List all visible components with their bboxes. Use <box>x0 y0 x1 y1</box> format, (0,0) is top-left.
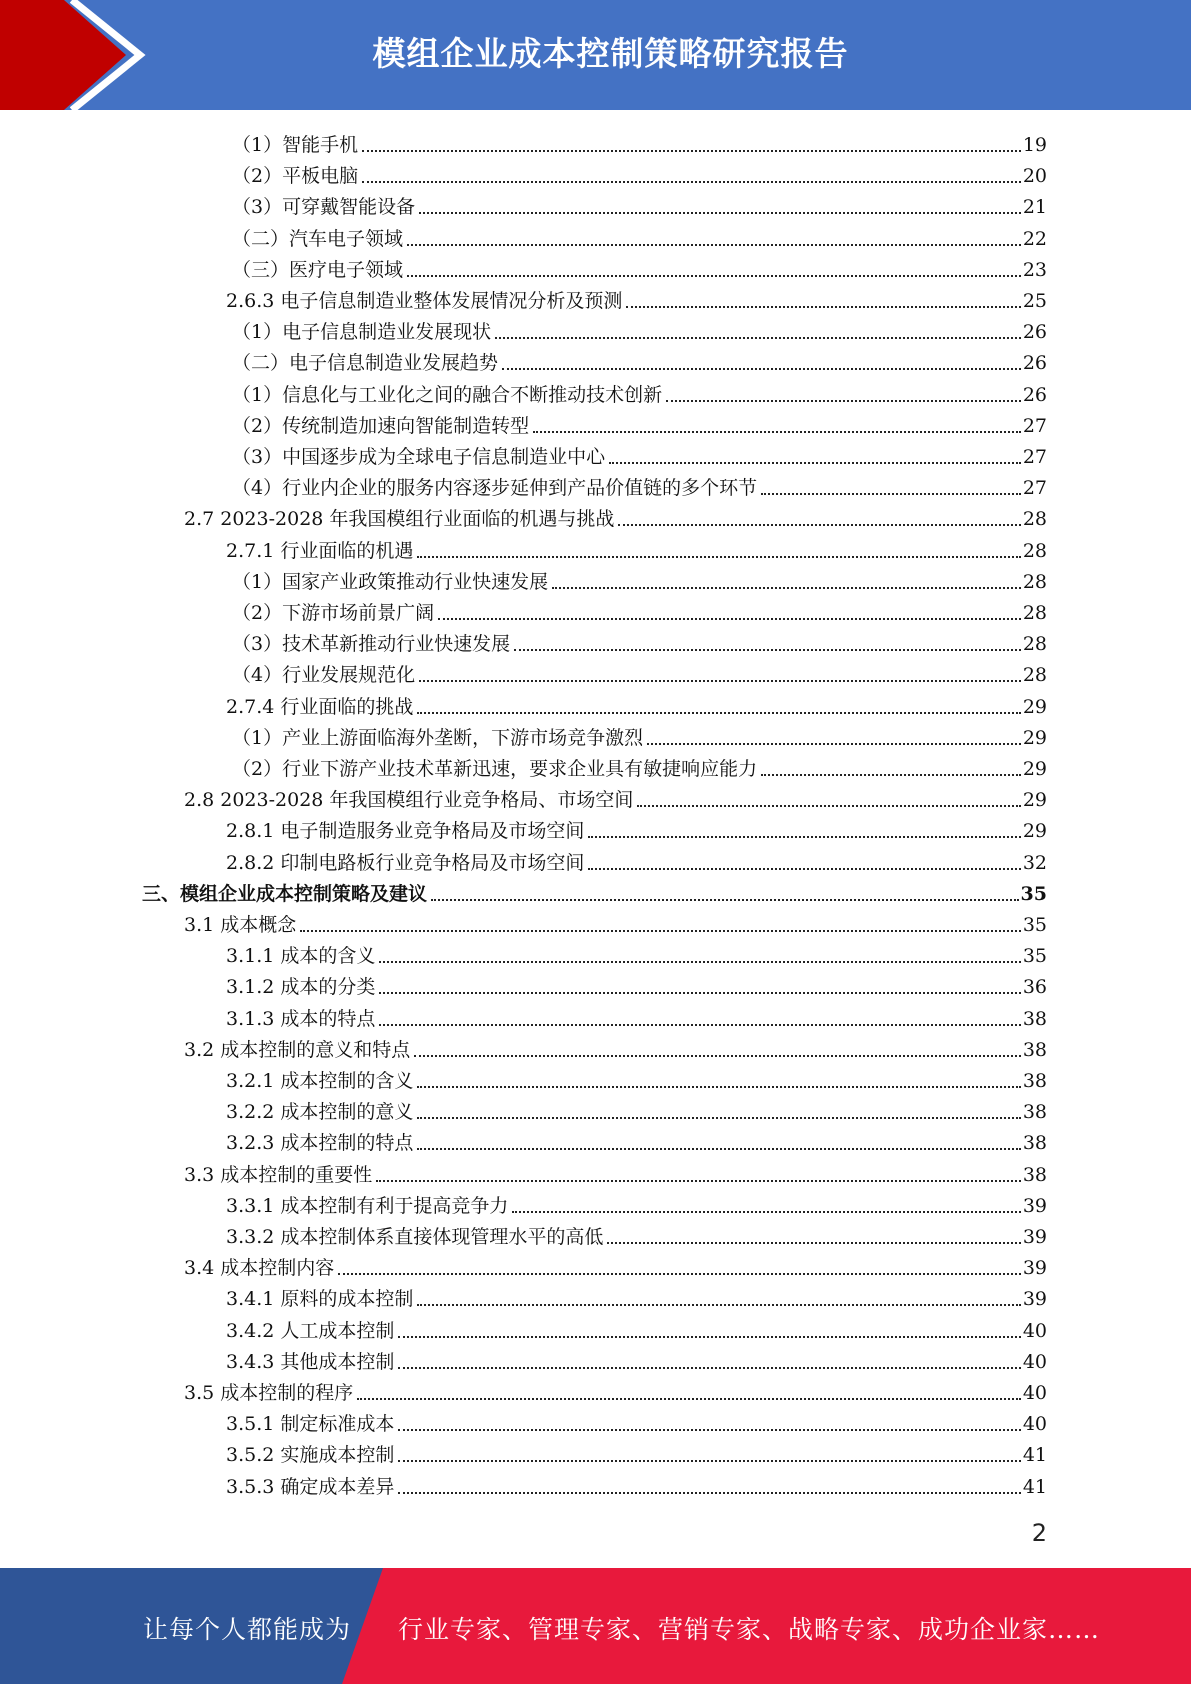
toc-entry[interactable] <box>226 1405 1047 1436</box>
toc-entry[interactable] <box>184 500 1047 531</box>
toc-entry[interactable] <box>232 376 1047 407</box>
toc-entry-page: 39 <box>1022 1226 1047 1248</box>
toc-entry-title: （3）中国逐步成为全球电子信息制造业中心 <box>232 446 606 468</box>
toc-dot-leader <box>647 743 1021 745</box>
toc-entry-title: （三）医疗电子领域 <box>232 258 404 281</box>
toc-entry[interactable] <box>232 407 1047 438</box>
toc-entry-title: （2）平板电脑 <box>232 165 359 188</box>
toc-dot-leader <box>495 337 1021 339</box>
toc-dot-leader <box>502 368 1021 370</box>
toc-entry[interactable] <box>226 1436 1047 1467</box>
toc-entry-page: 39 <box>1022 1194 1047 1217</box>
toc-dot-leader <box>417 1117 1020 1119</box>
toc-entry[interactable] <box>184 1031 1047 1062</box>
toc-entry[interactable] <box>226 968 1047 999</box>
toc-entry-page: 27 <box>1022 477 1047 500</box>
toc-entry-title: 2.8 2023-2028 年我国模组行业竞争格局、市场空间 <box>184 789 634 812</box>
toc-entry[interactable] <box>184 1374 1047 1405</box>
toc-dot-leader <box>552 587 1021 589</box>
toc-entry[interactable] <box>232 719 1047 750</box>
toc-entry-title: （2）传统制造加速向智能制造转型 <box>232 414 530 437</box>
toc-entry-title: 三、模组企业成本控制策略及建议 <box>142 882 428 905</box>
toc-dot-leader <box>379 961 1020 963</box>
toc-dot-leader <box>357 1398 1021 1400</box>
toc-dot-leader <box>362 181 1021 183</box>
toc-entry[interactable] <box>232 625 1047 656</box>
toc-entry-page: 25 <box>1022 290 1047 312</box>
toc-entry-page: 27 <box>1022 414 1047 437</box>
toc-entry-title: 3.2.3 成本控制的特点 <box>226 1132 414 1155</box>
toc-dot-leader <box>398 1492 1020 1494</box>
toc-dot-leader <box>419 212 1021 214</box>
page-footer <box>0 1568 1191 1684</box>
toc-dot-leader <box>398 1429 1020 1431</box>
toc-entry-page: 29 <box>1022 820 1047 843</box>
toc-entry[interactable] <box>226 1468 1047 1499</box>
toc-entry[interactable] <box>232 220 1047 251</box>
toc-entry[interactable] <box>232 750 1047 781</box>
toc-entry-title: （2）下游市场前景广阔 <box>232 602 435 624</box>
toc-entry-page: 38 <box>1022 1038 1047 1061</box>
toc-entry-page: 28 <box>1022 633 1047 656</box>
toc-dot-leader <box>419 680 1021 682</box>
toc-entry-page: 29 <box>1022 726 1047 749</box>
toc-entry-title: 3.2.1 成本控制的含义 <box>226 1070 414 1092</box>
toc-entry-title: 3.5 成本控制的程序 <box>184 1382 354 1404</box>
toc-entry-page: 29 <box>1022 758 1047 780</box>
toc-entry[interactable] <box>226 1000 1047 1031</box>
toc-dot-leader <box>761 493 1021 495</box>
toc-entry[interactable] <box>232 188 1047 219</box>
toc-entry-page: 29 <box>1022 695 1047 718</box>
toc-entry-title: （4）行业内企业的服务内容逐步延伸到产品价值链的多个环节 <box>232 477 758 500</box>
toc-entry[interactable] <box>232 438 1047 469</box>
toc-entry-page: 26 <box>1022 321 1047 344</box>
toc-entry-page: 38 <box>1022 1007 1047 1030</box>
toc-dot-leader <box>609 462 1021 464</box>
toc-dot-leader <box>362 150 1021 152</box>
toc-entry-title: （二）汽车电子领域 <box>232 227 404 250</box>
toc-entry[interactable] <box>232 251 1047 282</box>
toc-entry[interactable] <box>226 1187 1047 1218</box>
toc-dot-leader <box>626 306 1020 308</box>
toc-entry-title: （3）技术革新推动行业快速发展 <box>232 633 511 656</box>
toc-entry-title: 3.5.3 确定成本差异 <box>226 1475 395 1498</box>
footer-slogan: 让每个人都能成为 <box>143 1615 352 1644</box>
toc-entry-page: 21 <box>1022 196 1047 219</box>
toc-dot-leader <box>431 899 1019 901</box>
toc-entry-page: 27 <box>1022 446 1047 468</box>
toc-entry-page: 35 <box>1022 914 1047 936</box>
toc-entry-page: 22 <box>1022 227 1047 250</box>
toc-entry-title: （1）信息化与工业化之间的融合不断推动技术创新 <box>232 383 663 406</box>
toc-entry-title: （二）电子信息制造业发展趋势 <box>232 352 499 375</box>
toc-dot-leader <box>637 805 1020 807</box>
toc-entry[interactable] <box>226 937 1047 968</box>
toc-dot-leader <box>417 712 1020 714</box>
toc-dot-leader <box>666 400 1021 402</box>
toc-entry-title: 2.6.3 电子信息制造业整体发展情况分析及预测 <box>226 290 623 312</box>
toc-dot-leader <box>414 1055 1021 1057</box>
toc-entry-title: 3.3 成本控制的重要性 <box>184 1163 373 1186</box>
toc-entry-title: 2.7 2023-2028 年我国模组行业面临的机遇与挑战 <box>184 508 615 531</box>
toc-entry-page: 40 <box>1022 1350 1047 1373</box>
toc-entry-title: 3.3.2 成本控制体系直接体现管理水平的高低 <box>226 1226 604 1248</box>
toc-entry[interactable] <box>226 844 1047 875</box>
toc-entry-title: （4）行业发展规范化 <box>232 664 416 687</box>
toc-entry-title: 2.8.2 印制电路板行业竞争格局及市场空间 <box>226 851 585 874</box>
toc-entry-page: 38 <box>1022 1101 1047 1124</box>
toc-entry-page: 40 <box>1022 1319 1047 1342</box>
toc-dot-leader <box>376 1180 1021 1182</box>
toc-entry-title: 3.1 成本概念 <box>184 914 297 936</box>
toc-entry[interactable] <box>226 1218 1047 1249</box>
toc-entry-page: 28 <box>1022 602 1047 624</box>
toc-entry-title: （1）电子信息制造业发展现状 <box>232 321 492 344</box>
toc-entry-page: 40 <box>1022 1413 1047 1436</box>
toc-entry[interactable] <box>184 906 1047 937</box>
toc-entry-title: 3.3.1 成本控制有利于提高竞争力 <box>226 1194 509 1217</box>
toc-entry[interactable] <box>232 469 1047 500</box>
toc-dot-leader <box>417 556 1020 558</box>
toc-dot-leader <box>438 618 1021 620</box>
toc-entry[interactable] <box>232 344 1047 375</box>
toc-entry[interactable] <box>226 1280 1047 1311</box>
toc-dot-leader <box>338 1273 1021 1275</box>
toc-entry[interactable] <box>232 594 1047 625</box>
toc-entry-title: （1）产业上游面临海外垄断，下游市场竞争激烈 <box>232 726 644 749</box>
toc-entry[interactable] <box>226 688 1047 719</box>
toc-entry-page: 40 <box>1022 1382 1047 1404</box>
toc-entry-page: 38 <box>1022 1132 1047 1155</box>
toc-entry[interactable] <box>232 126 1047 157</box>
toc-entry-title: 2.7.1 行业面临的机遇 <box>226 539 414 562</box>
toc-dot-leader <box>761 774 1021 776</box>
toc-entry[interactable] <box>226 812 1047 843</box>
toc-entry-page: 19 <box>1022 134 1047 156</box>
toc-entry-title: 3.4 成本控制内容 <box>184 1257 335 1280</box>
page-number: 2 <box>1031 1519 1047 1547</box>
toc-entry-page: 28 <box>1022 570 1047 593</box>
toc-dot-leader <box>514 649 1021 651</box>
toc-entry[interactable] <box>232 313 1047 344</box>
toc-dot-leader <box>398 1460 1020 1462</box>
toc-entry-page: 38 <box>1022 1070 1047 1092</box>
toc-entry-page: 35 <box>1022 945 1047 968</box>
toc-entry-page: 32 <box>1022 851 1047 874</box>
toc-entry-title: 2.7.4 行业面临的挑战 <box>226 695 414 718</box>
toc-dot-leader <box>398 1336 1020 1338</box>
toc-entry[interactable] <box>184 1156 1047 1187</box>
toc-entry[interactable] <box>184 1249 1047 1280</box>
toc-dot-leader <box>407 244 1021 246</box>
toc-dot-leader <box>417 1086 1020 1088</box>
toc-entry-title: 3.4.1 原料的成本控制 <box>226 1288 414 1311</box>
toc-dot-leader <box>533 431 1021 433</box>
toc-entry[interactable] <box>232 157 1047 188</box>
toc-entry-title: 3.1.3 成本的特点 <box>226 1007 376 1030</box>
toc-entry[interactable] <box>226 282 1047 313</box>
toc-entry-title: 3.2.2 成本控制的意义 <box>226 1101 414 1124</box>
toc-dot-leader <box>300 930 1021 932</box>
toc-dot-leader <box>607 1242 1020 1244</box>
toc-entry-title: 3.4.2 人工成本控制 <box>226 1319 395 1342</box>
toc-entry-page: 20 <box>1022 165 1047 188</box>
toc-dot-leader <box>417 1304 1020 1306</box>
toc-entry-page: 39 <box>1022 1288 1047 1311</box>
toc-dot-leader <box>588 868 1020 870</box>
toc-entry-page: 26 <box>1022 383 1047 406</box>
toc-entry[interactable] <box>226 1062 1047 1093</box>
toc-entry-page: 38 <box>1022 1163 1047 1186</box>
toc-entry-title: 3.5.1 制定标准成本 <box>226 1413 395 1436</box>
toc-dot-leader <box>618 524 1020 526</box>
toc-entry[interactable] <box>226 1124 1047 1155</box>
report-title: 模组企业成本控制策略研究报告 <box>372 34 849 73</box>
toc-entry-title: 3.5.2 实施成本控制 <box>226 1444 395 1467</box>
toc-dot-leader <box>398 1367 1020 1369</box>
toc-entry-page: 41 <box>1022 1475 1047 1498</box>
toc-entry-page: 23 <box>1022 258 1047 281</box>
toc-entry-page: 39 <box>1022 1257 1047 1280</box>
toc-entry-title: （1）智能手机 <box>232 134 359 156</box>
toc-entry-page: 26 <box>1022 352 1047 375</box>
toc-entry-title: （1）国家产业政策推动行业快速发展 <box>232 570 549 593</box>
toc-dot-leader <box>417 1148 1020 1150</box>
toc-entry-title: 2.8.1 电子制造服务业竞争格局及市场空间 <box>226 820 585 843</box>
toc-entry[interactable] <box>226 1312 1047 1343</box>
toc-dot-leader <box>588 836 1020 838</box>
toc-entry[interactable] <box>226 1343 1047 1374</box>
toc-entry-title: 3.2 成本控制的意义和特点 <box>184 1038 411 1061</box>
toc-entry-page: 28 <box>1022 539 1047 562</box>
toc-entry-page: 35 <box>1020 882 1047 905</box>
toc-entry-page: 28 <box>1022 664 1047 687</box>
toc-entry[interactable] <box>184 781 1047 812</box>
toc-dot-leader <box>379 992 1020 994</box>
toc-entry-title: （3）可穿戴智能设备 <box>232 196 416 219</box>
toc-entry[interactable] <box>226 1093 1047 1124</box>
toc-entry-title: 3.1.2 成本的分类 <box>226 976 376 999</box>
toc-dot-leader <box>407 275 1021 277</box>
toc-entry-title: （2）行业下游产业技术革新迅速，要求企业具有敏捷响应能力 <box>232 758 758 780</box>
toc-entry-page: 28 <box>1022 508 1047 531</box>
page-header <box>0 0 1191 110</box>
toc-entry[interactable] <box>226 532 1047 563</box>
toc-dot-leader <box>512 1211 1020 1213</box>
toc-entry-page: 41 <box>1022 1444 1047 1467</box>
toc-entry[interactable] <box>232 563 1047 594</box>
toc-entry-title: 3.1.1 成本的含义 <box>226 945 376 968</box>
toc-entry[interactable] <box>232 656 1047 687</box>
footer-expert-list: 行业专家、管理专家、营销专家、战略专家、成功企业家…… <box>398 1615 1101 1644</box>
toc-entry-title: 3.4.3 其他成本控制 <box>226 1350 395 1373</box>
toc-dot-leader <box>379 1024 1020 1026</box>
toc-entry-page: 29 <box>1022 789 1047 812</box>
toc-entry-page: 36 <box>1022 976 1047 999</box>
toc-entry[interactable] <box>142 875 1047 906</box>
